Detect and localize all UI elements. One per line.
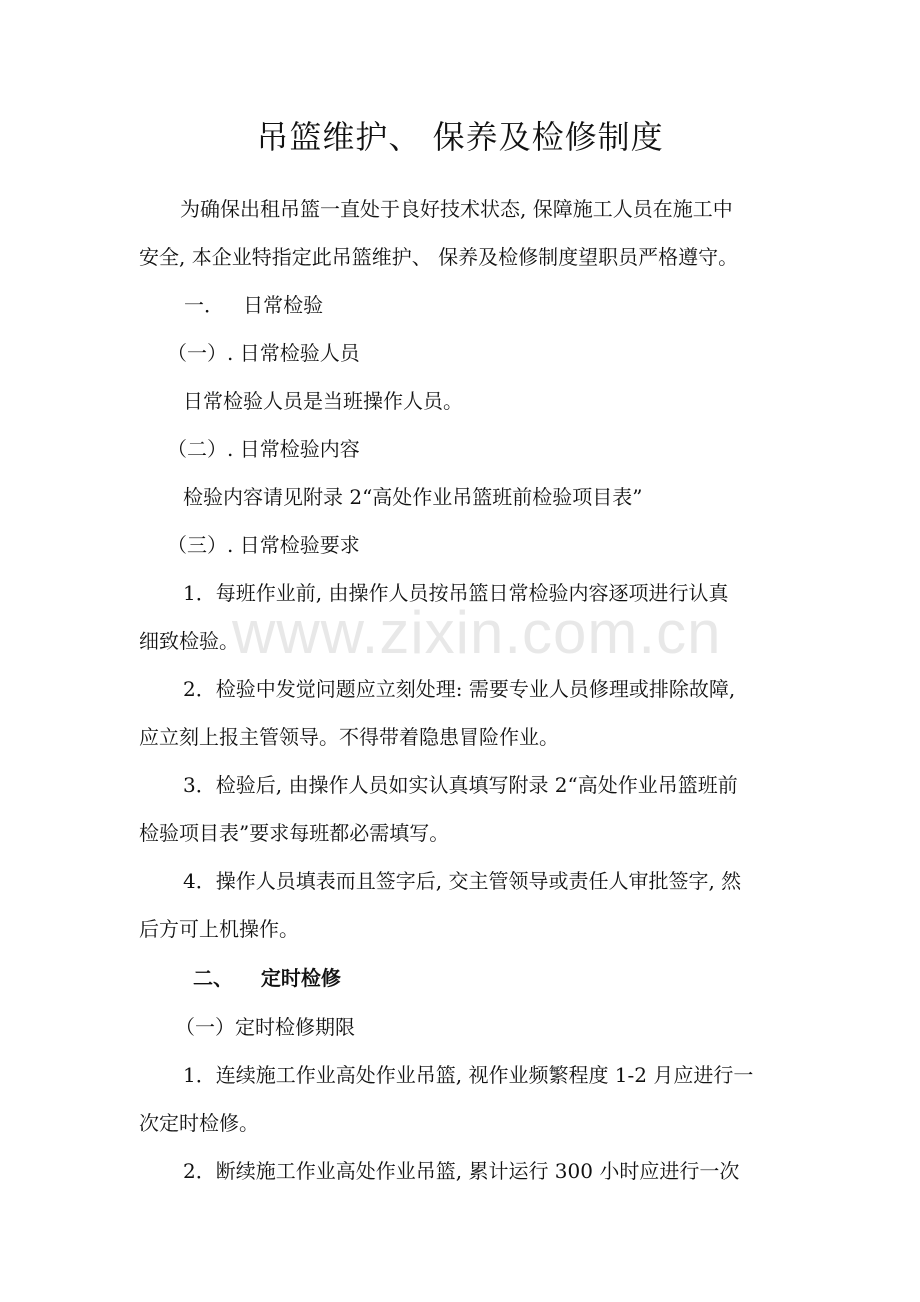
list-item-line: 1．每班作业前, 由操作人员按吊篮日常检验内容逐项进行认真 (183, 581, 729, 605)
list-item-line: 4．操作人员填表而且签字后, 交主管领导或责任人审批签字, 然 (183, 869, 742, 893)
paragraph-line: 安全, 本企业特指定此吊篮维护、 保养及检修制度望职员严格遵守。 (139, 245, 739, 269)
list-item-line: 次定时检修。 (139, 1111, 259, 1135)
list-item-line: 2．断续施工作业高处作业吊篮, 累计运行 300 小时应进行一次 (183, 1159, 740, 1183)
paragraph-line: 为确保出租吊篮一直处于良好技术状态, 保障施工人员在施工中 (180, 197, 733, 221)
subsection-heading: （二）. 日常检验内容 (167, 437, 360, 461)
list-item-line: 2．检验中发觉问题应立刻处理: 需要专业人员修理或排除故障, (183, 677, 736, 701)
list-item-line: 后方可上机操作。 (139, 917, 299, 941)
list-item-line: 3．检验后, 由操作人员如实认真填写附录 2“高处作业吊篮班前 (183, 773, 738, 797)
section-heading-2: 二、 定时检修 (193, 966, 341, 990)
document-title: 吊篮维护、 保养及检修制度 (256, 118, 664, 156)
subsection-heading: （三）. 日常检验要求 (167, 533, 360, 557)
watermark: www.zixin.com.cn (232, 599, 722, 666)
subsection-heading: （一）. 日常检验人员 (167, 341, 360, 365)
list-item-line: 细致检验。 (139, 629, 239, 653)
list-item-line: 应立刻上报主管领导。不得带着隐患冒险作业。 (139, 725, 559, 749)
paragraph-line: 检验内容请见附录 2“高处作业吊篮班前检验项目表” (183, 485, 643, 509)
subsection-heading: （一）定时检修期限 (175, 1015, 355, 1039)
list-item-line: 1．连续施工作业高处作业吊篮, 视作业频繁程度 1-2 月应进行一 (183, 1063, 754, 1087)
section-heading-1: 一． 日常检验 (184, 293, 324, 317)
list-item-line: 检验项目表”要求每班都必需填写。 (139, 821, 450, 845)
paragraph-line: 日常检验人员是当班操作人员。 (183, 389, 463, 413)
